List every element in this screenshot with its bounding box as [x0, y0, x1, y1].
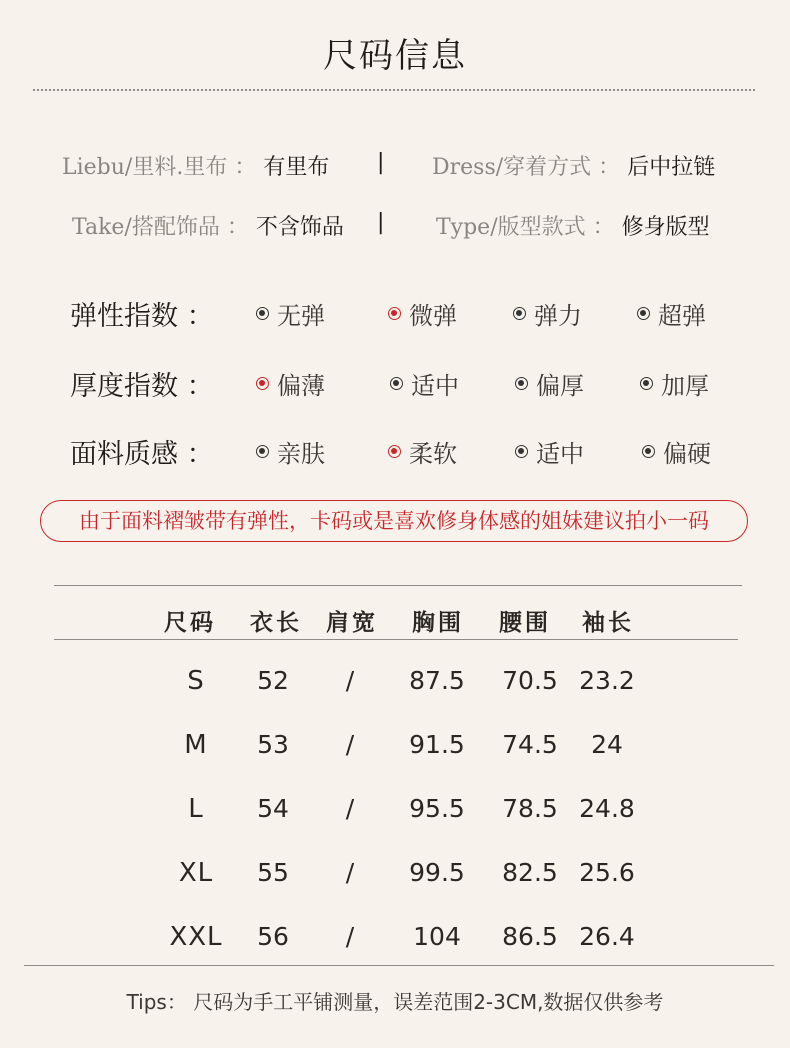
table-cell: 56 [257, 922, 289, 951]
spec-lining-key: Liebu/里料.里布 [62, 155, 228, 180]
table-cell: 25.6 [579, 858, 635, 887]
elasticity-label: 弹性指数 ： [70, 301, 214, 332]
spec-lining-sep: ： [234, 155, 257, 180]
thickness-label: 厚度指数 ： [70, 371, 214, 402]
radio-icon [390, 377, 403, 390]
spec-lining-value: 有里布 [263, 155, 330, 180]
spec-take-sep: ： [226, 215, 249, 240]
radio-icon [637, 307, 650, 320]
spec-type-key: Type/版型款式 [436, 215, 586, 240]
texture-option [642, 434, 711, 469]
table-cell: 95.5 [409, 794, 465, 823]
spec-dress-sep: ： [598, 155, 621, 180]
radio-icon [513, 307, 526, 320]
option-label: 超弹 [658, 302, 706, 330]
option-label: 适中 [536, 440, 584, 468]
table-cell: / [345, 922, 355, 951]
texture-option [515, 434, 584, 469]
table-cell: 87.5 [409, 666, 465, 695]
thickness-option [256, 366, 325, 401]
size-cell: XL [178, 858, 214, 888]
radio-icon [256, 307, 269, 320]
table-cell: / [345, 666, 355, 695]
option-label: 偏薄 [277, 372, 325, 400]
elasticity-option [513, 296, 582, 331]
size-cell: XXL [169, 922, 223, 952]
spec-take [72, 210, 344, 241]
table-cell: / [345, 730, 355, 759]
page-title: 尺码信息 [323, 36, 467, 76]
table-cell: 91.5 [409, 730, 465, 759]
radio-selected-icon [388, 307, 401, 320]
radio-selected-icon [388, 445, 401, 458]
table-cell: 74.5 [502, 730, 558, 759]
table-cell: 55 [257, 858, 289, 887]
table-cell: 52 [257, 666, 289, 695]
table-cell: / [345, 858, 355, 887]
table-cell: 86.5 [502, 922, 558, 951]
option-label: 微弹 [409, 302, 457, 330]
table-cell: 104 [413, 922, 461, 951]
dotted-divider [33, 89, 755, 91]
table-cell: 70.5 [502, 666, 558, 695]
table-cell: 24.8 [579, 794, 635, 823]
table-header: 尺码 [164, 610, 216, 636]
spec-dress-key: Dress/穿着方式 [432, 155, 592, 180]
thickness-option [640, 366, 709, 401]
spec-lining [62, 150, 329, 181]
elasticity-option [256, 296, 325, 331]
spec-dress-value: 后中拉链 [627, 155, 716, 180]
tips-text: Tips： 尺码为手工平铺测量，误差范围2-3CM,数据仅供参考 [126, 990, 664, 1014]
spec-divider: | [377, 150, 385, 175]
option-label: 无弹 [277, 302, 325, 330]
table-cell: 78.5 [502, 794, 558, 823]
thickness-option [390, 366, 459, 401]
option-label: 偏硬 [663, 440, 711, 468]
table-header: 衣长 [250, 610, 302, 636]
radio-icon [515, 445, 528, 458]
radio-icon [256, 445, 269, 458]
fit-note: 由于面料褶皱带有弹性，卡码或是喜欢修身体感的姐妹建议拍小一码 [40, 500, 748, 542]
table-header: 腰围 [499, 610, 551, 636]
spec-take-value: 不含饰品 [255, 215, 344, 240]
size-cell: M [184, 730, 208, 760]
option-label: 加厚 [661, 372, 709, 400]
spec-take-key: Take/搭配饰品 [72, 215, 220, 240]
table-cell: 82.5 [502, 858, 558, 887]
spec-dress [432, 150, 715, 181]
table-top-rule [54, 585, 742, 586]
option-label: 偏厚 [536, 372, 584, 400]
option-label: 适中 [411, 372, 459, 400]
table-cell: 23.2 [579, 666, 635, 695]
spec-type-value: 修身版型 [621, 215, 710, 240]
table-header: 袖长 [582, 610, 634, 636]
option-label: 亲肤 [277, 440, 325, 468]
table-cell: 54 [257, 794, 289, 823]
elasticity-option [637, 296, 706, 331]
radio-icon [642, 445, 655, 458]
size-cell: L [188, 794, 204, 824]
option-label: 弹力 [534, 302, 582, 330]
table-cell: 53 [257, 730, 289, 759]
spec-divider: | [377, 210, 385, 235]
table-header: 肩宽 [326, 610, 378, 636]
thickness-option [515, 366, 584, 401]
elasticity-option [388, 296, 457, 331]
spec-type [436, 210, 710, 241]
radio-selected-icon [256, 377, 269, 390]
option-label: 柔软 [409, 440, 457, 468]
radio-icon [515, 377, 528, 390]
radio-icon [640, 377, 653, 390]
table-cell: 26.4 [579, 922, 635, 951]
table-cell: 99.5 [409, 858, 465, 887]
spec-type-sep: ： [592, 215, 615, 240]
size-cell: S [187, 666, 205, 696]
table-header-rule [54, 639, 738, 640]
table-header: 胸围 [412, 610, 464, 636]
table-cell: 24 [591, 730, 623, 759]
table-cell: / [345, 794, 355, 823]
table-bottom-rule [24, 965, 774, 966]
texture-label: 面料质感 ： [70, 439, 214, 470]
texture-option [388, 434, 457, 469]
texture-option [256, 434, 325, 469]
